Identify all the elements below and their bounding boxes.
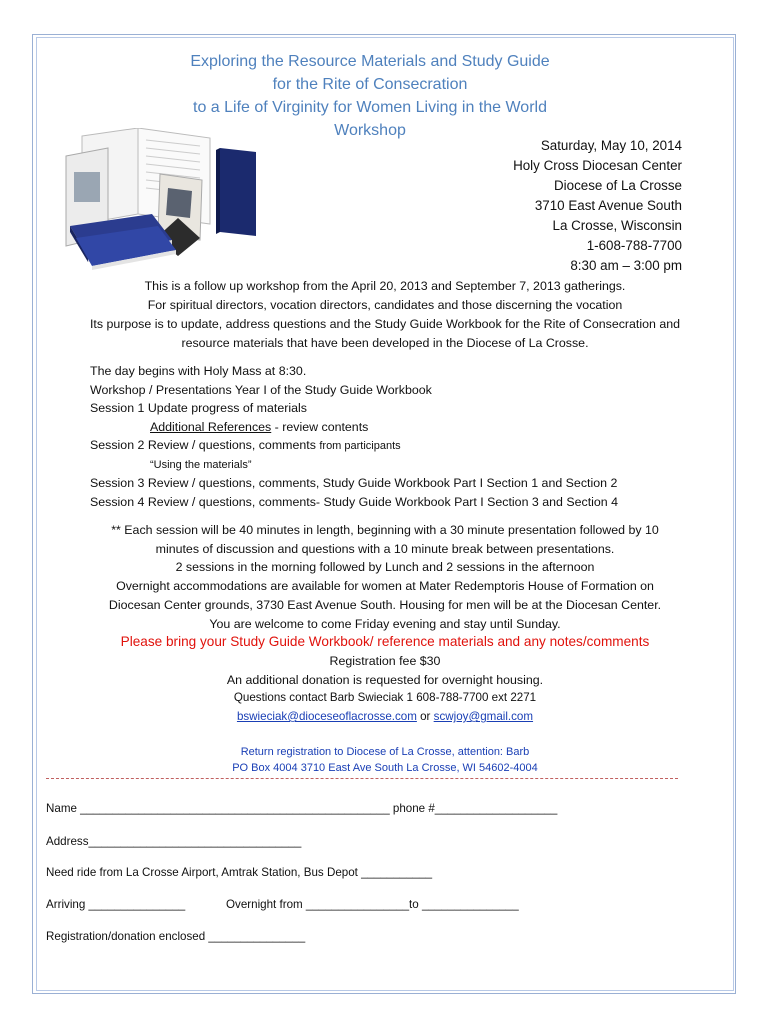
email-link-diocese[interactable]: bswieciak@dioceseoflacrosse.com [236,710,417,724]
event-info [513,136,682,276]
event-diocese: Diocese of La Crosse [553,178,682,193]
agenda-session-2 [90,436,618,456]
details-line-2: minutes of discussion and questions with a 10 minute break between presentations. [155,541,615,556]
details-line-5: Diocesan Center grounds, 3730 East Avenue South. Housing for men will be at the Diocesan Center. [108,597,662,612]
intro-text [0,277,770,353]
session-2-small: from participants [319,440,401,452]
additional-references-label: Additional References [150,419,272,434]
event-venue: Holy Cross Diocesan Center [513,158,682,173]
event-date: Saturday, May 10, 2014 [540,138,682,153]
donation-note: An additional donation is requested for overnight housing. [226,672,544,687]
agenda-workshop: Workshop / Presentations Year I of the Study Guide Workbook [90,382,432,397]
bring-materials-notice: Please bring your Study Guide Workbook/ reference materials and any notes/comments [120,634,650,650]
cut-line [46,778,678,779]
event-street: 3710 East Avenue South [534,198,682,213]
form-name-phone[interactable]: Name ________________________________________________ phone #___________________ [46,802,558,815]
agenda-session-3: Session 3 Review / questions, comments, Study Guide Workbook Part I Section 1 and Section 2 [90,476,618,490]
form-arriving[interactable]: Arriving _______________ [46,898,186,911]
event-time: 8:30 am – 3:00 pm [570,258,682,273]
return-line-1: Return registration to Diocese of La Crosse, attention: Barb [240,746,530,758]
email-or: or [416,710,434,724]
agenda-session-4: Session 4 Review / questions, comments- Study Guide Workbook Part I Section 3 and Section 4 [90,494,619,509]
return-registration [0,744,770,776]
contact-line: Questions contact Barb Swieciak 1 608-788-7700 ext 2271 [233,691,537,705]
session-details [0,521,770,727]
agenda-session-1: Session 1 Update progress of materials [90,401,307,415]
title-line-3: to a Life of Virginity for Women Living in the World [193,99,547,116]
additional-references-note: - review contents [271,419,369,434]
intro-line-2: For spiritual directors, vocation directors, candidates and those discerning the vocation [147,298,623,312]
return-line-2: PO Box 4004 3710 East Ave South La Crosse, WI 54602-4004 [232,762,538,774]
form-ride[interactable]: Need ride from La Crosse Airport, Amtrak Station, Bus Depot ___________ [46,866,433,879]
agenda-additional-references [90,418,618,437]
form-registration[interactable]: Registration/donation enclosed _______________ [46,930,306,943]
form-address[interactable]: Address_________________________________ [46,835,302,848]
intro-line-3: Its purpose is to update, address questions and the Study Guide Workbook for the Rite of Consecration and [89,317,681,331]
title-line-4: Workshop [334,122,406,139]
intro-line-1: This is a follow up workshop from the April 20, 2013 and September 7, 2013 gatherings. [144,279,626,293]
agenda [90,362,618,511]
title-line-2: for the Rite of Consecration [272,76,468,93]
email-link-personal[interactable]: scwjoy@gmail.com [433,710,534,724]
form-overnight[interactable]: Overnight from ________________to _______________ [226,898,519,911]
event-phone: 1-608-788-7700 [586,238,682,253]
details-line-4: Overnight accommodations are available for women at Mater Redemptoris House of Formation on [116,579,654,594]
study-guide-books-image [60,128,260,278]
details-line-3: 2 sessions in the morning followed by Lunch and 2 sessions in the afternoon [175,560,595,575]
details-line-6: You are welcome to come Friday evening and stay until Sunday. [209,616,561,631]
intro-line-4: resource materials that have been developed in the Diocese of La Crosse. [181,336,589,350]
agenda-mass: The day begins with Holy Mass at 8:30. [90,364,307,378]
details-line-1: ** Each session will be 40 minutes in length, beginning with a 30 minute presentation followed by 10 [111,523,659,537]
agenda-using-materials: “Using the materials” [150,458,252,471]
event-city: La Crosse, Wisconsin [552,218,682,233]
title-line-1: Exploring the Resource Materials and Study Guide [190,53,550,70]
contact-emails [0,708,770,727]
registration-fee: Registration fee $30 [329,653,441,668]
session-2-text: Session 2 Review / questions, comments [90,438,320,452]
